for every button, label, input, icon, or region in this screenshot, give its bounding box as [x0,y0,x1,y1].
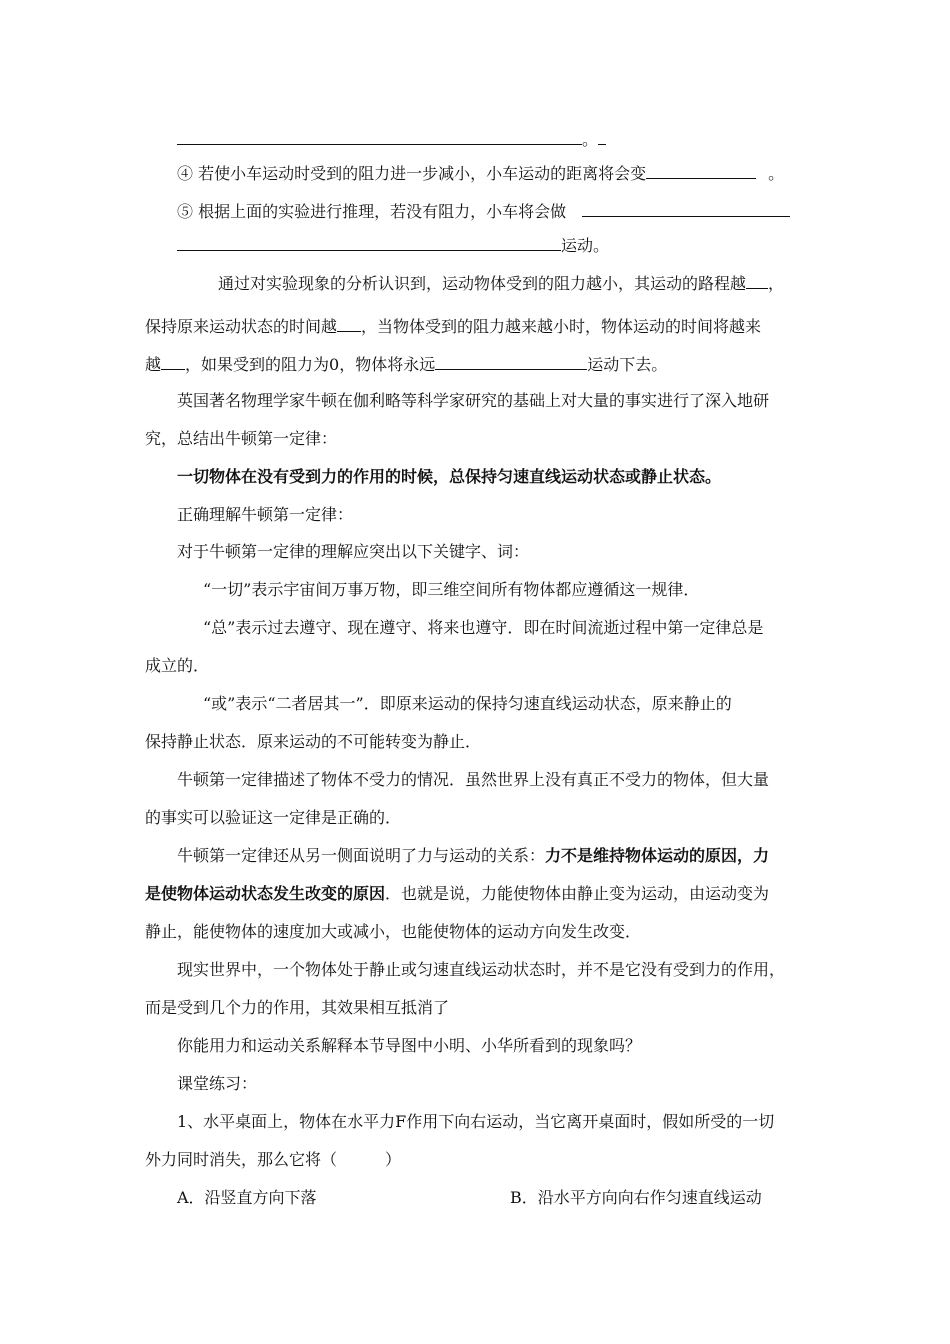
relation-text-bold: 力不是维持物体运动的原因，力 [545,846,770,865]
analysis-text-c: 越 [145,355,162,374]
newton-line-2: 究，总结出牛顿第一定律： [145,429,338,448]
analysis-text-b-mid: ，当物体受到的阻力越来越小时，物体运动的时间将越来 [361,317,762,336]
answer-blank-tail [598,128,606,145]
analysis-line-3 [145,353,667,375]
item-4-text: ④ 若使小车运动时受到的阻力进一步减小，小车运动的距离将会变 [177,164,647,183]
relation-line-1 [177,846,769,866]
item-4-blank [646,162,756,179]
reality-line-2: 而是受到几个力的作用，其效果相互抵消了 [145,998,450,1017]
item-4-end: 。 [768,164,785,183]
practice-title: 课堂练习： [177,1074,258,1093]
relation-text-normal-2: ．也就是说，力能使物体由静止变为运动，由运动变为 [385,884,770,903]
description-line-2: 的事实可以验证这一定律是正确的． [145,808,402,827]
keyword-always-2: 成立的． [145,656,210,675]
item-5-continued [177,234,609,256]
understand-title: 正确理解牛顿第一定律： [177,505,354,524]
analysis-text-b: 保持原来运动状态的时间越 [145,317,338,336]
answer-blank [177,128,582,145]
keyword-always-1: “总”表示过去遵守、现在遵守、将来也遵守．即在时间流逝过程中第一定律总是 [203,618,764,637]
item-4 [177,162,784,184]
item-5-text: ⑤ 根据上面的实验进行推理，若没有阻力，小车将会做 [177,202,567,221]
analysis-blank-1 [746,272,768,289]
analysis-text-a: 通过对实验现象的分析认识到，运动物体受到的阻力越小，其运动的路程越 [218,274,747,293]
answer-line-1 [177,128,606,150]
relation-line-3: 静止，能使物体的速度加大或减小，也能使物体的运动方向发生改变． [145,922,642,941]
keyword-or-1: “或”表示“二者居其一”．即原来运动的保持匀速直线运动状态，原来静止的 [203,694,732,713]
analysis-line-1 [218,272,784,294]
item-5-end: 运动。 [561,236,610,255]
analysis-line-2 [145,315,761,337]
question-1-line-2: 外力同时消失，那么它将（ ） [145,1150,402,1169]
analysis-text-c-end: 运动下去。 [587,355,668,374]
analysis-blank-4 [435,353,587,370]
analysis-blank-3 [161,353,185,370]
line-end-mark: 。 [582,130,599,149]
question-1-line-1: 1、水平桌面上，物体在水平力F作用下向右运动，当它离开桌面时，假如所受的一切 [177,1112,775,1131]
item-5-blank-2 [177,234,561,251]
newton-first-law: 一切物体在没有受到力的作用的时候，总保持匀速直线运动状态或静止状态。 [177,467,722,486]
item-5-blank [582,200,790,217]
understand-intro: 对于牛顿第一定律的理解应突出以下关键字、词： [177,542,530,561]
keyword-or-2: 保持静止状态．原来运动的不可能转变为静止． [145,732,482,751]
relation-text-bold-2: 是使物体运动状态发生改变的原因 [145,884,386,903]
relation-line-2 [145,884,769,904]
newton-line-1: 英国著名物理学家牛顿在伽利略等科学家研究的基础上对大量的事实进行了深入地研 [177,391,770,410]
question-1-option-a: A．沿竖直方向下落 [177,1188,317,1207]
item-5 [177,200,790,222]
description-line-1: 牛顿第一定律描述了物体不受力的情况．虽然世界上没有真正不受力的物体，但大量 [177,770,770,789]
question-1-option-b: B．沿水平方向向右作匀速直线运动 [510,1188,762,1207]
keyword-all: “一切”表示宇宙间万事万物，即三维空间所有物体都应遵循这一规律． [203,580,700,599]
reality-line-1: 现实世界中，一个物体处于静止或匀速直线运动状态时，并不是它没有受到力的作用， [177,960,786,979]
analysis-blank-2 [337,315,361,332]
analysis-text-a-end: ， [768,274,785,293]
relation-text-normal: 牛顿第一定律还从另一侧面说明了力与运动的关系： [177,846,546,865]
question-line: 你能用力和运动关系解释本节导图中小明、小华所看到的现象吗？ [177,1036,642,1055]
analysis-text-c-mid: ，如果受到的阻力为0，物体将永远 [185,355,436,374]
